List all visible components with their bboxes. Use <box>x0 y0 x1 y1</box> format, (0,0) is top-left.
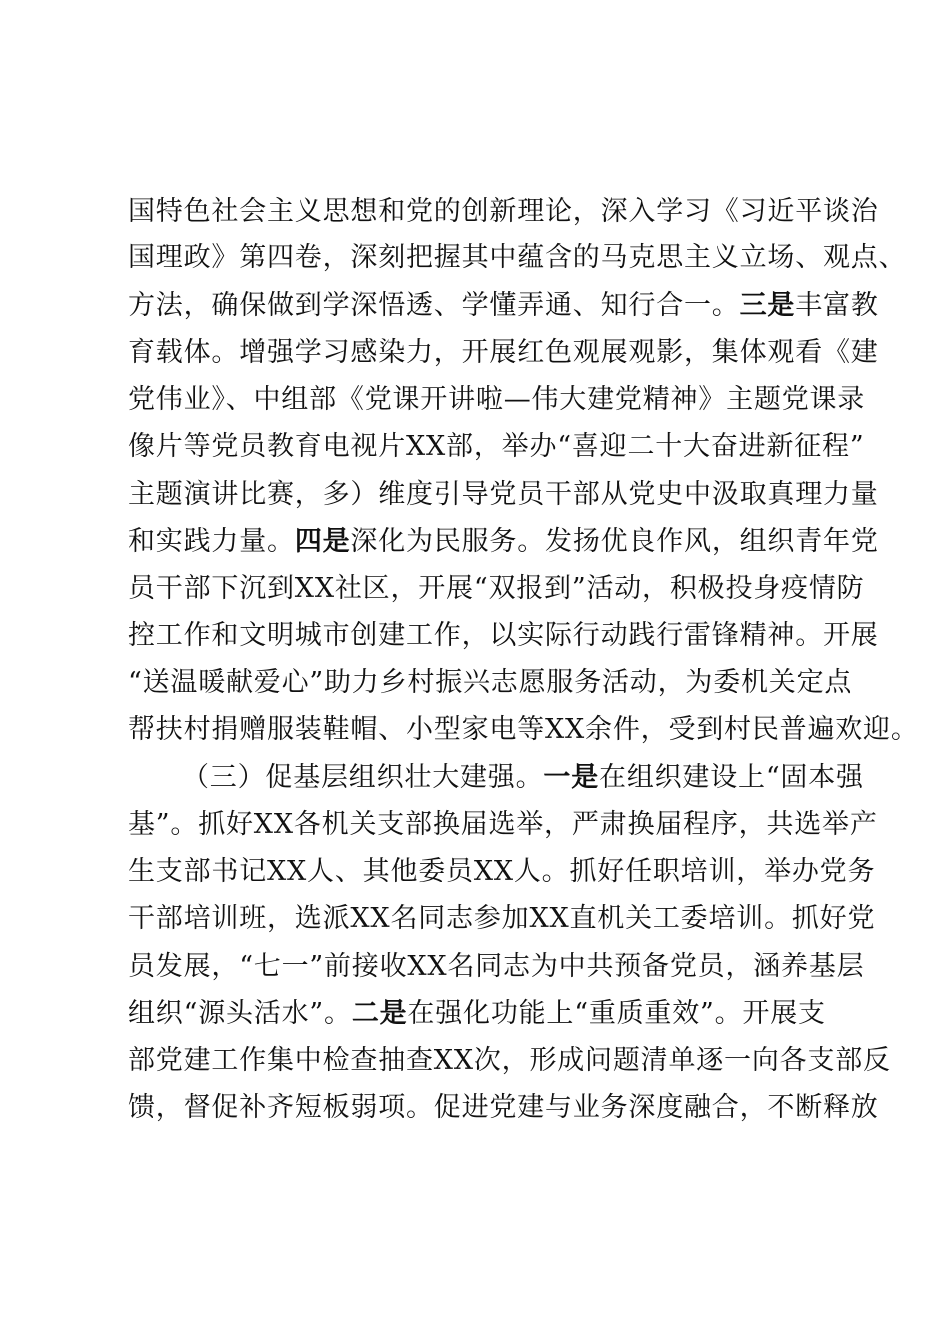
text-run: 控工作和文明城市创建工作，以实际行动践行雷锋精神。开展 <box>128 620 879 651</box>
text-run: 馈，督促补齐短板弱项。促进党建与业务深度融合，不断释放 <box>128 1092 879 1123</box>
bold-lead-phrase: 一是 <box>543 762 600 793</box>
text-run: 像片等党员教育电视片XX部，举办“喜迎二十大奋进新征程” <box>128 431 865 462</box>
text-run: 干部培训班，选派XX名同志参加XX直机关工委培训。抓好党 <box>128 903 876 934</box>
section-heading-line <box>182 756 864 800</box>
text-line <box>128 803 878 847</box>
text-line <box>128 661 853 705</box>
text-line <box>128 567 865 611</box>
text-run: 育载体。增强学习感染力，开展红色观展观影，集体观看《建 <box>128 337 879 368</box>
text-run: 部党建工作集中检查抽查XX次，形成问题清单逐一向各支部反 <box>128 1045 891 1076</box>
text-run: 党伟业》、中组部《党课开讲啦—伟大建党精神》主题党课录 <box>128 384 866 415</box>
text-line <box>128 1039 891 1083</box>
text-line <box>128 284 879 328</box>
text-run: 方法，确保做到学深悟透、学懂弄通、知行合一。 <box>128 290 740 321</box>
text-line <box>128 1086 879 1130</box>
text-run: 基”。抓好XX各机关支部换届选举，严肃换届程序，共选举产 <box>128 809 878 840</box>
text-line <box>128 897 876 941</box>
text-run: 在组织建设上“固本强 <box>599 762 864 793</box>
text-run: 帮扶村捐赠服装鞋帽、小型家电等XX余件，受到村民普遍欢迎。 <box>128 714 919 745</box>
text-run: 员发展，“七一”前接收XX名同志为中共预备党员，涵养基层 <box>128 951 865 982</box>
text-run: 国特色社会主义思想和党的创新理论，深入学习《习近平谈治 <box>128 196 879 227</box>
text-run: 和实践力量。 <box>128 526 295 557</box>
bold-lead-phrase: 三是 <box>739 290 796 321</box>
text-line <box>128 708 919 752</box>
text-run: 深化为民服务。发扬优良作风，组织青年党 <box>350 526 879 557</box>
text-line <box>128 236 907 280</box>
section-heading: （三）促基层组织壮大建强。 <box>182 762 544 793</box>
text-run: “送温暖献爱心”助力乡村振兴志愿服务活动，为委机关定点 <box>128 667 853 698</box>
text-line <box>128 992 848 1036</box>
text-run: 生支部书记XX人、其他委员XX人。抓好任职培训，举办党务 <box>128 856 876 887</box>
text-line <box>128 331 879 375</box>
text-line <box>128 614 879 658</box>
text-line <box>128 520 879 564</box>
text-run: 组织“源头活水”。 <box>128 998 352 1029</box>
text-line <box>128 190 879 234</box>
text-run: 员干部下沉到XX社区，开展“双报到”活动，积极投身疫情防 <box>128 573 865 604</box>
text-run: 在强化功能上“重质重效”。开展支 <box>407 998 826 1029</box>
bold-lead-phrase: 四是 <box>294 526 351 557</box>
text-run: 丰富教 <box>795 290 879 321</box>
text-run: 主题演讲比赛，多）维度引导党员干部从党史中汲取真理力量 <box>128 479 879 510</box>
bold-lead-phrase: 二是 <box>351 998 408 1029</box>
text-run: 国理政》第四卷，深刻把握其中蕴含的马克思主义立场、观点、 <box>128 242 907 273</box>
text-line <box>128 850 876 894</box>
text-line <box>128 425 865 469</box>
text-line <box>128 378 866 422</box>
text-line <box>128 473 879 517</box>
text-line <box>128 945 865 989</box>
